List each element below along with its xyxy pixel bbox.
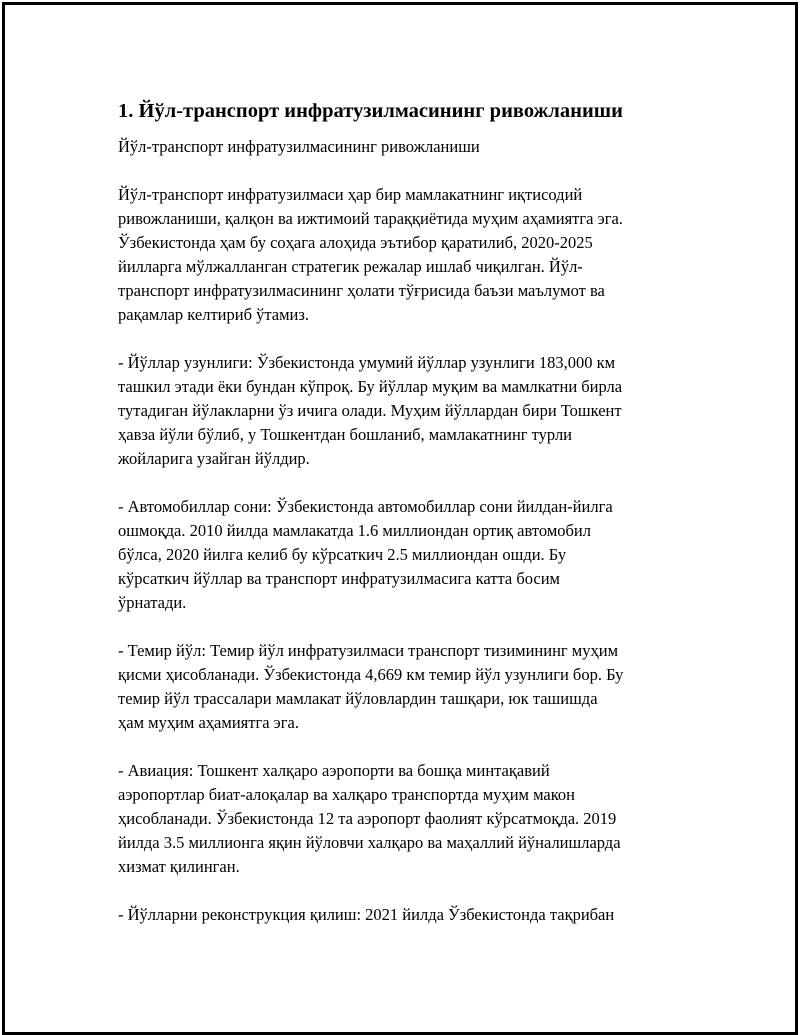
paragraph-line: - Автомобиллар сони: Ўзбекистонда автомобиллар сони йилдан-йилга [118, 497, 613, 516]
paragraph-line: - Авиация: Тошкент халқаро аэропорти ва бошқа минтақавий [118, 761, 550, 780]
paragraph-line: бўлса, 2020 йилга келиб бу кўрсаткич 2.5 миллиондан ошди. Бу [118, 545, 567, 564]
paragraph-line: ҳисобланади. Ўзбекистонда 12 та аэропорт фаолият кўрсатмоқда. 2019 [118, 809, 617, 828]
paragraph-line: - Темир йўл: Темир йўл инфратузилмаси транспорт тизимининг муҳим [118, 641, 619, 660]
paragraph-line: тутадиган йўлакларни ўз ичига олади. Муҳим йўллардан бири Тошкент [118, 401, 622, 420]
paragraph-line: йилларга мўлжалланган стратегик режалар ишлаб чиқилган. Йўл- [118, 257, 583, 276]
paragraph-line: хизмат қилинган. [118, 857, 240, 876]
paragraph-line: Йўл-транспорт инфратузилмаси ҳар бир мамлакатнинг иқтисодий [118, 185, 583, 204]
paragraph-line: ташкил этади ёки бундан кўпроқ. Бу йўллар муқим ва мамлкатни бирла [118, 377, 623, 396]
paragraph-line: транспорт инфратузилмасининг ҳолати тўғрисида баъзи маълумот ва [118, 281, 605, 300]
paragraph-line: йилда 3.5 миллионга яқин йўловчи халқаро ва маҳаллий йўналишларда [118, 833, 621, 852]
paragraph-line: ўрнатади. [118, 593, 187, 612]
paragraph-line: ошмоқда. 2010 йилда мамлакатда 1.6 миллиондан ортиқ автомобил [118, 521, 591, 540]
paragraph-line: жойларига узайган йўлдир. [118, 449, 310, 468]
paragraph-aviation [118, 759, 708, 879]
paragraph-line: ҳавза йўли бўлиб, у Тошкентдан бошланиб, мамлакатнинг турли [118, 425, 573, 444]
document-page [2, 2, 798, 1035]
paragraph-line: ривожланиши, қалқон ва ижтимоий тараққиётида муҳим аҳамиятга эга. [118, 209, 623, 228]
paragraph-intro [118, 183, 708, 327]
paragraph-car-count [118, 495, 708, 615]
document-subtitle: Йўл-транспорт инфратузилмасининг ривожланиши [118, 137, 480, 156]
paragraph-line: аэропортлар биат-алоқалар ва халқаро транспортда муҳим макон [118, 785, 576, 804]
paragraph-line: қисми ҳисобланади. Ўзбекистонда 4,669 км темир йўл узунлиги бор. Бу [118, 665, 624, 684]
paragraph-line: темир йўл трассалари мамлакат йўловлардин ташқари, юк ташишда [118, 689, 598, 708]
paragraph-line: - Йўлларни реконструкция қилиш: 2021 йилда Ўзбекистонда тақрибан [118, 905, 615, 924]
paragraph-line: - Йўллар узунлиги: Ўзбекистонда умумий йўллар узунлиги 183,000 км [118, 353, 616, 372]
paragraph-line: Ўзбекистонда ҳам бу соҳага алоҳида эътибор қаратилиб, 2020-2025 [118, 233, 593, 252]
paragraph-line: кўрсаткич йўллар ва транспорт инфратузилмасига катта босим [118, 569, 561, 588]
paragraph-railway [118, 639, 708, 735]
document-title: 1. Йўл-транспорт инфратузилмасининг ривожланиши [118, 100, 623, 122]
paragraph-line: ҳам муҳим аҳамиятга эга. [118, 713, 299, 732]
paragraph-line: рақамлар келтириб ўтамиз. [118, 305, 309, 324]
paragraph-road-length [118, 351, 708, 471]
paragraph-reconstruction [118, 903, 708, 927]
document-body [118, 95, 708, 927]
